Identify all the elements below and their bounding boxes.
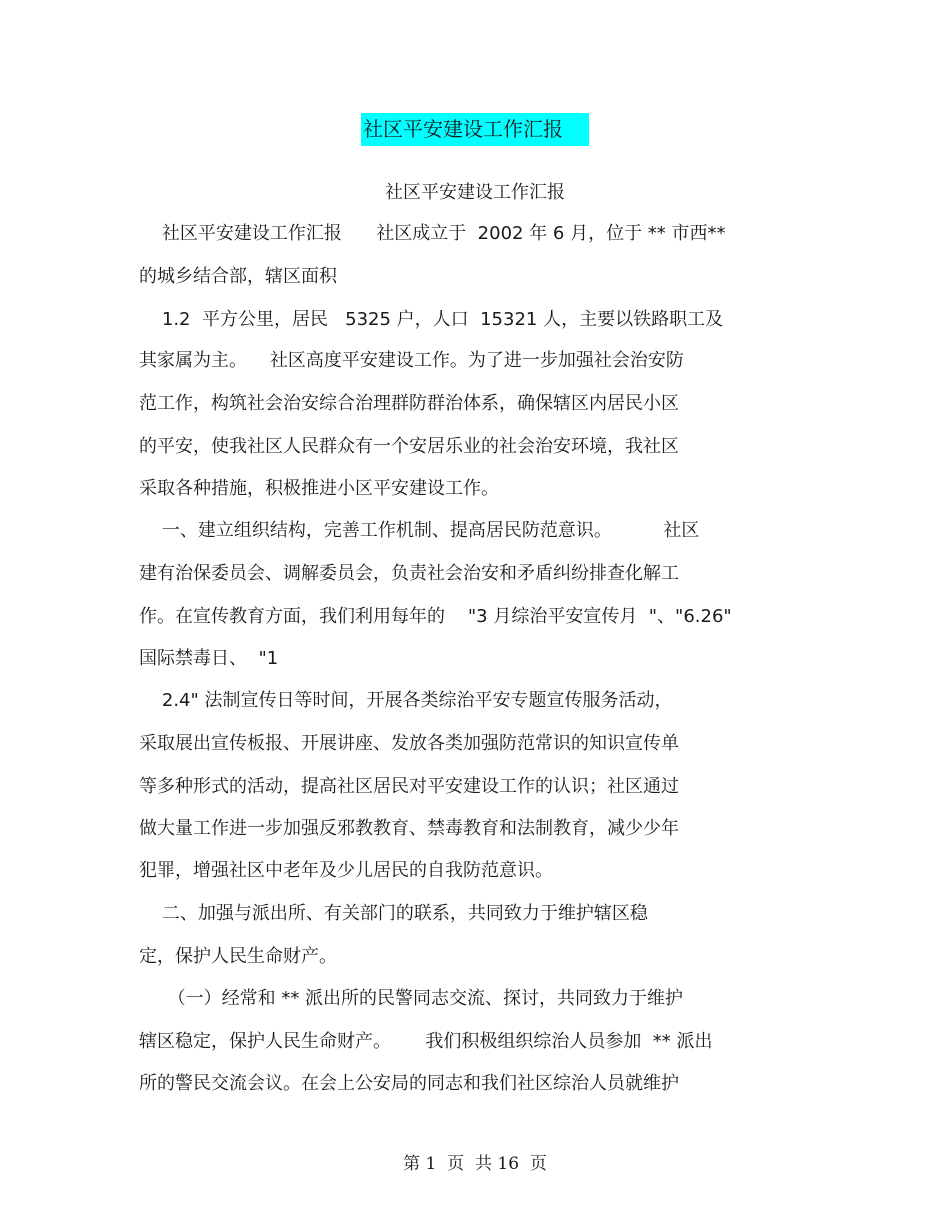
body-line: 犯罪，增强社区中老年及少儿居民的自我防范意识。 bbox=[139, 860, 553, 881]
document-title: 社区平安建设工作汇报 bbox=[361, 113, 589, 146]
document-subtitle: 社区平安建设工作汇报 bbox=[385, 182, 565, 203]
body-line: 建有治保委员会、调解委员会，负责社会治安和矛盾纠纷排查化解工 bbox=[139, 563, 679, 584]
body-line: 作。在宣传教育方面，我们利用每年的 "3 月综治平安宣传月 "、"6.26" bbox=[139, 606, 732, 627]
body-line: 范工作，构筑社会治安综合治理群防群治体系，确保辖区内居民小区 bbox=[139, 393, 679, 414]
body-line: 所的警民交流会议。在会上公安局的同志和我们社区综治人员就维护 bbox=[139, 1073, 679, 1094]
body-line: 定，保护人民生命财产。 bbox=[139, 946, 337, 967]
body-line: 等多种形式的活动，提高社区居民对平安建设工作的认识；社区通过 bbox=[139, 776, 679, 797]
body-line: 2.4" 法制宣传日等时间，开展各类综治平安专题宣传服务活动， bbox=[139, 690, 673, 711]
body-line: （一）经常和 ** 派出所的民警同志交流、探讨，共同致力于维护 bbox=[139, 988, 684, 1009]
body-line: 国际禁毒日、 "1 bbox=[139, 648, 279, 669]
page-footer: 第 1 页 共 16 页 bbox=[403, 1154, 547, 1174]
body-line: 采取各种措施，积极推进小区平安建设工作。 bbox=[139, 478, 499, 499]
body-line: 其家属为主。 社区高度平安建设工作。为了进一步加强社会治安防 bbox=[139, 350, 684, 371]
body-line: 辖区稳定，保护人民生命财产。 我们积极组织综治人员参加 ** 派出 bbox=[139, 1031, 713, 1052]
body-line: 二、加强与派出所、有关部门的联系，共同致力于维护辖区稳 bbox=[139, 903, 648, 924]
body-line: 的城乡结合部，辖区面积 bbox=[139, 266, 337, 287]
body-line: 一、建立组织结构，完善工作机制、提高居民防范意识。 社区 bbox=[139, 520, 700, 541]
body-line: 1.2 平方公里，居民 5325 户，人口 15321 人，主要以铁路职工及 bbox=[139, 309, 724, 330]
body-line: 社区平安建设工作汇报 社区成立于 2002 年 6 月，位于 ** 市西** bbox=[139, 223, 726, 244]
body-line: 做大量工作进一步加强反邪教教育、禁毒教育和法制教育，减少少年 bbox=[139, 818, 679, 839]
body-line: 采取展出宣传板报、开展讲座、发放各类加强防范常识的知识宣传单 bbox=[139, 733, 679, 754]
body-line: 的平安，使我社区人民群众有一个安居乐业的社会治安环境，我社区 bbox=[139, 436, 679, 457]
title-wrap bbox=[0, 113, 950, 146]
